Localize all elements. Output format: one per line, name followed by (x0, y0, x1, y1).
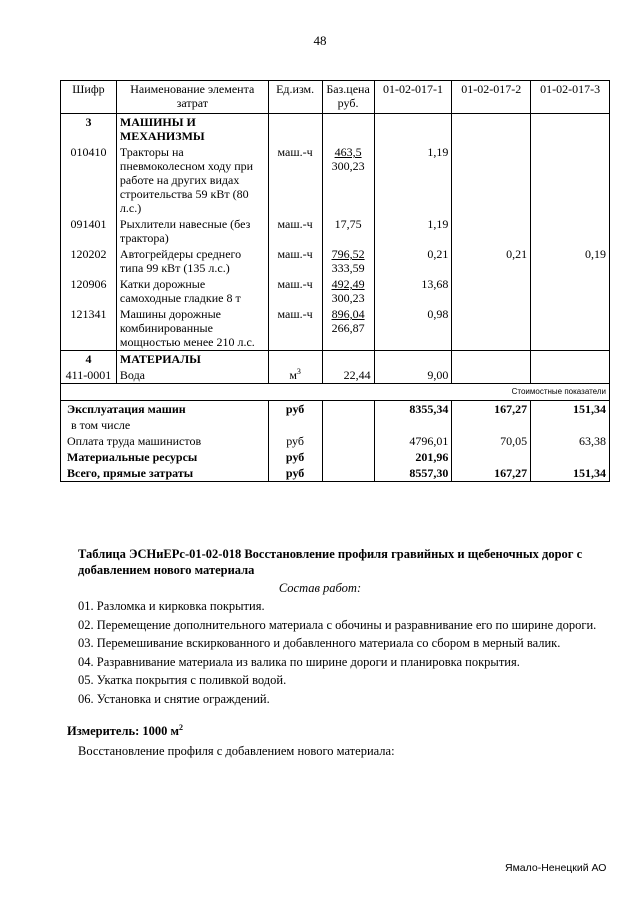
cell-unit: маш.-ч (268, 144, 322, 216)
table-row (61, 246, 610, 276)
summary-unit: руб (268, 433, 322, 449)
work-item: 02. Перемещение дополнительного материала с обочины и разравнивание его по ширине дороги. (78, 617, 597, 632)
price-main: 463,5 (334, 145, 362, 159)
cell-name: Машины дорожные комбинированные мощностью менее 210 л.с. (116, 306, 268, 351)
table-row (61, 306, 610, 351)
cell-code: 010410 (61, 144, 117, 216)
cell-price (322, 276, 374, 306)
summary-name: в том числе (61, 417, 269, 433)
summary-name: Эксплуатация машин (61, 401, 269, 418)
cell-empty (374, 351, 452, 368)
price-sub: 333,59 (331, 261, 365, 275)
cell-empty (322, 449, 374, 465)
cell-col1: 9,00 (374, 367, 452, 384)
cell-price (322, 306, 374, 351)
cell-empty (322, 433, 374, 449)
work-item: 05. Укатка покрытия с поливкой водой. (78, 673, 287, 687)
summary-row (61, 433, 610, 449)
summary-col1: 8355,34 (374, 401, 452, 418)
price-sub: 266,87 (331, 321, 365, 335)
note: Восстановление профиля с добавлением нового материала: (78, 744, 395, 758)
summary-col2 (452, 449, 531, 465)
cell-unit: маш.-ч (268, 306, 322, 351)
cell-price: 22,44 (322, 367, 374, 384)
cell-empty (268, 351, 322, 368)
header-col2: 01-02-017-2 (452, 81, 531, 114)
work-item: 01. Разломка и кирковка покрытия. (78, 599, 265, 613)
table-title: Таблица ЭСНиЕРс-01-02-018 Восстановление профиля гравийных и щебеночных дорог с добавлением нового материала (78, 547, 583, 577)
cell-col2 (452, 216, 531, 246)
section-row (61, 351, 610, 368)
cell-empty (322, 351, 374, 368)
cell-col3 (531, 216, 610, 246)
cell-price (322, 144, 374, 216)
cell-name: Тракторы на пневмоколесном ходу при работе на других видах строительства 59 кВт (80 л.с.) (116, 144, 268, 216)
price-main: 492,49 (331, 277, 365, 291)
summary-col1: 4796,01 (374, 433, 452, 449)
cell-code: 120202 (61, 246, 117, 276)
cell-code: 121341 (61, 306, 117, 351)
cell-empty (322, 401, 374, 418)
table-row (61, 216, 610, 246)
summary-col3 (531, 417, 610, 433)
page-number: 48 (313, 33, 327, 48)
summary-col1: 8557,30 (374, 465, 452, 482)
cell-price (322, 216, 374, 246)
cell-col3 (531, 144, 610, 216)
cell-name: Катки дорожные самоходные гладкие 8 т (116, 276, 268, 306)
header-code: Шифр (61, 81, 117, 114)
price-main: 17,75 (334, 217, 362, 231)
price-main: 896,04 (331, 307, 365, 321)
price-sub: 300,23 (331, 159, 365, 173)
meter-exp: 2 (179, 722, 184, 732)
summary-col2: 167,27 (452, 401, 531, 418)
resource-table (60, 80, 610, 482)
unit-base: м (289, 368, 297, 382)
header-base-price: Баз.цена руб. (322, 81, 374, 114)
meter-label: Измеритель: 1000 м (67, 724, 180, 738)
cell-empty (322, 465, 374, 482)
section-row (61, 114, 610, 145)
section-name: МАТЕРИАЛЫ (116, 351, 268, 368)
cell-col2 (452, 144, 531, 216)
table-row (61, 276, 610, 306)
cell-empty (452, 351, 531, 368)
summary-row (61, 449, 610, 465)
cell-col1: 0,98 (374, 306, 452, 351)
summary-row (61, 401, 610, 418)
cell-code: 120906 (61, 276, 117, 306)
cell-empty (452, 114, 531, 145)
section-name: МАШИНЫ И МЕХАНИЗМЫ (116, 114, 268, 145)
summary-unit: руб (268, 401, 322, 418)
price-main: 796,52 (331, 247, 365, 261)
cell-col1: 0,21 (374, 246, 452, 276)
header-name: Наименование элемента затрат (116, 81, 268, 114)
summary-col2: 167,27 (452, 465, 531, 482)
cost-indicators-row (61, 384, 610, 401)
section-code: 3 (61, 114, 117, 145)
summary-row (61, 465, 610, 482)
price-sub: 300,23 (331, 291, 365, 305)
summary-col1: 201,96 (374, 449, 452, 465)
summary-unit (268, 417, 322, 433)
cell-unit: маш.-ч (268, 276, 322, 306)
cell-col3 (531, 306, 610, 351)
footer-region: Ямало-Ненецкий АО (505, 862, 607, 874)
cell-col3 (531, 276, 610, 306)
summary-unit: руб (268, 465, 322, 482)
summary-col2: 70,05 (452, 433, 531, 449)
summary-col3: 63,38 (531, 433, 610, 449)
summary-name: Всего, прямые затраты (61, 465, 269, 482)
unit-exp: 3 (296, 367, 301, 376)
header-unit: Ед.изм. (268, 81, 322, 114)
summary-unit: руб (268, 449, 322, 465)
header-col1: 01-02-017-1 (374, 81, 452, 114)
cell-code: 411-0001 (61, 367, 117, 384)
cell-unit (268, 367, 322, 384)
summary-col3 (531, 449, 610, 465)
work-item: 04. Разравнивание материала из валика по ширине дороги и планировка покрытия. (78, 654, 520, 669)
summary-col3: 151,34 (531, 465, 610, 482)
cell-col2 (452, 276, 531, 306)
table-row (61, 144, 610, 216)
summary-col1 (374, 417, 452, 433)
works-list (78, 599, 603, 710)
works-heading: Состав работ: (278, 581, 362, 595)
section-code: 4 (61, 351, 117, 368)
cell-col2: 0,21 (452, 246, 531, 276)
cell-col1: 1,19 (374, 144, 452, 216)
cost-indicators-label: Стоимостные показатели (61, 384, 610, 401)
cell-col2 (452, 367, 531, 384)
cell-unit: маш.-ч (268, 216, 322, 246)
cell-col3 (531, 367, 610, 384)
cell-name: Рыхлители навесные (без трактора) (116, 216, 268, 246)
cell-empty (531, 351, 610, 368)
summary-name: Материальные ресурсы (61, 449, 269, 465)
cell-unit: маш.-ч (268, 246, 322, 276)
summary-row (61, 417, 610, 433)
summary-name: Оплата труда машинистов (61, 433, 269, 449)
work-item: 06. Установка и снятие ограждений. (78, 691, 270, 706)
cell-col1: 1,19 (374, 216, 452, 246)
table-row (61, 367, 610, 384)
header-col3: 01-02-017-3 (531, 81, 610, 114)
cell-name: Вода (116, 367, 268, 384)
cell-name: Автогрейдеры среднего типа 99 кВт (135 л.с.) (116, 246, 268, 276)
cell-empty (531, 114, 610, 145)
cell-price (322, 246, 374, 276)
cell-col2 (452, 306, 531, 351)
table-header-row (61, 81, 610, 114)
meter (67, 724, 183, 739)
work-item: 03. Перемешивание вскиркованного и добавленного материала со сбором в мерный валик. (78, 636, 561, 650)
cell-empty (322, 114, 374, 145)
cell-col1: 13,68 (374, 276, 452, 306)
summary-col3: 151,34 (531, 401, 610, 418)
cell-col3: 0,19 (531, 246, 610, 276)
cell-empty (322, 417, 374, 433)
cell-code: 091401 (61, 216, 117, 246)
cell-empty (374, 114, 452, 145)
summary-col2 (452, 417, 531, 433)
cell-empty (268, 114, 322, 145)
